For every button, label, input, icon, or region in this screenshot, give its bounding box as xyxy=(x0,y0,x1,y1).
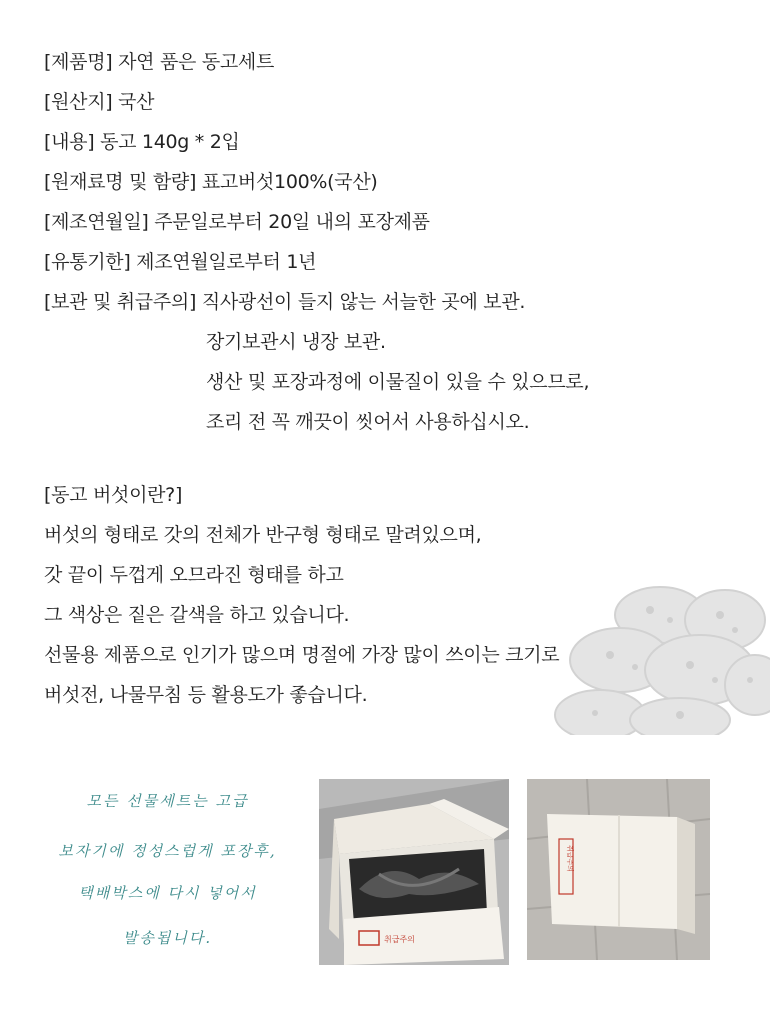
closed-box-stamp-text: 취급주의 xyxy=(566,845,574,873)
about-line: 버섯전, 나물무침 등 활용도가 좋습니다. xyxy=(44,684,368,706)
open-box-photo xyxy=(319,779,509,965)
storage-note: 장기보관시 냉장 보관. xyxy=(206,331,386,353)
product-name-line: [제품명] 자연 품은 동고세트 xyxy=(44,51,275,73)
closed-box-photo xyxy=(527,779,710,960)
handwritten-line: 모든 선물세트는 고급 xyxy=(86,792,249,810)
about-line: 버섯의 형태로 갓의 전체가 반구형 형태로 말려있으며, xyxy=(44,524,482,546)
storage-note: 생산 및 포장과정에 이물질이 있을 수 있으므로, xyxy=(206,371,590,393)
manufacture-date-line: [제조연월일] 주문일로부터 20일 내의 포장제품 xyxy=(44,211,430,233)
handwritten-note xyxy=(30,770,305,990)
open-box-stamp-text: 취급주의 xyxy=(384,935,415,944)
origin-line: [원산지] 국산 xyxy=(44,91,155,113)
about-line: 갓 끝이 두껍게 오므라진 형태를 하고 xyxy=(44,564,344,586)
about-title: [동고 버섯이란?] xyxy=(44,484,183,506)
ingredients-line: [원재료명 및 함량] 표고버섯100%(국산) xyxy=(44,171,378,193)
handwritten-line: 보자기에 정성스럽게 포장후, xyxy=(58,842,277,860)
expiry-line: [유통기한] 제조연월일로부터 1년 xyxy=(44,251,317,273)
storage-line: [보관 및 취급주의] 직사광선이 들지 않는 서늘한 곳에 보관. xyxy=(44,291,526,313)
about-line: 선물용 제품으로 인기가 많으며 명절에 가장 많이 쓰이는 크기로 xyxy=(44,644,560,666)
storage-note: 조리 전 꼭 깨끗이 씻어서 사용하십시오. xyxy=(206,411,530,433)
handwritten-line: 택배박스에 다시 넣어서 xyxy=(78,884,257,902)
about-line: 그 색상은 짙은 갈색을 하고 있습니다. xyxy=(44,604,350,626)
handwritten-line: 발송됩니다. xyxy=(122,929,213,947)
contents-line: [내용] 동고 140g * 2입 xyxy=(44,131,240,153)
mushroom-illustration xyxy=(540,575,770,735)
